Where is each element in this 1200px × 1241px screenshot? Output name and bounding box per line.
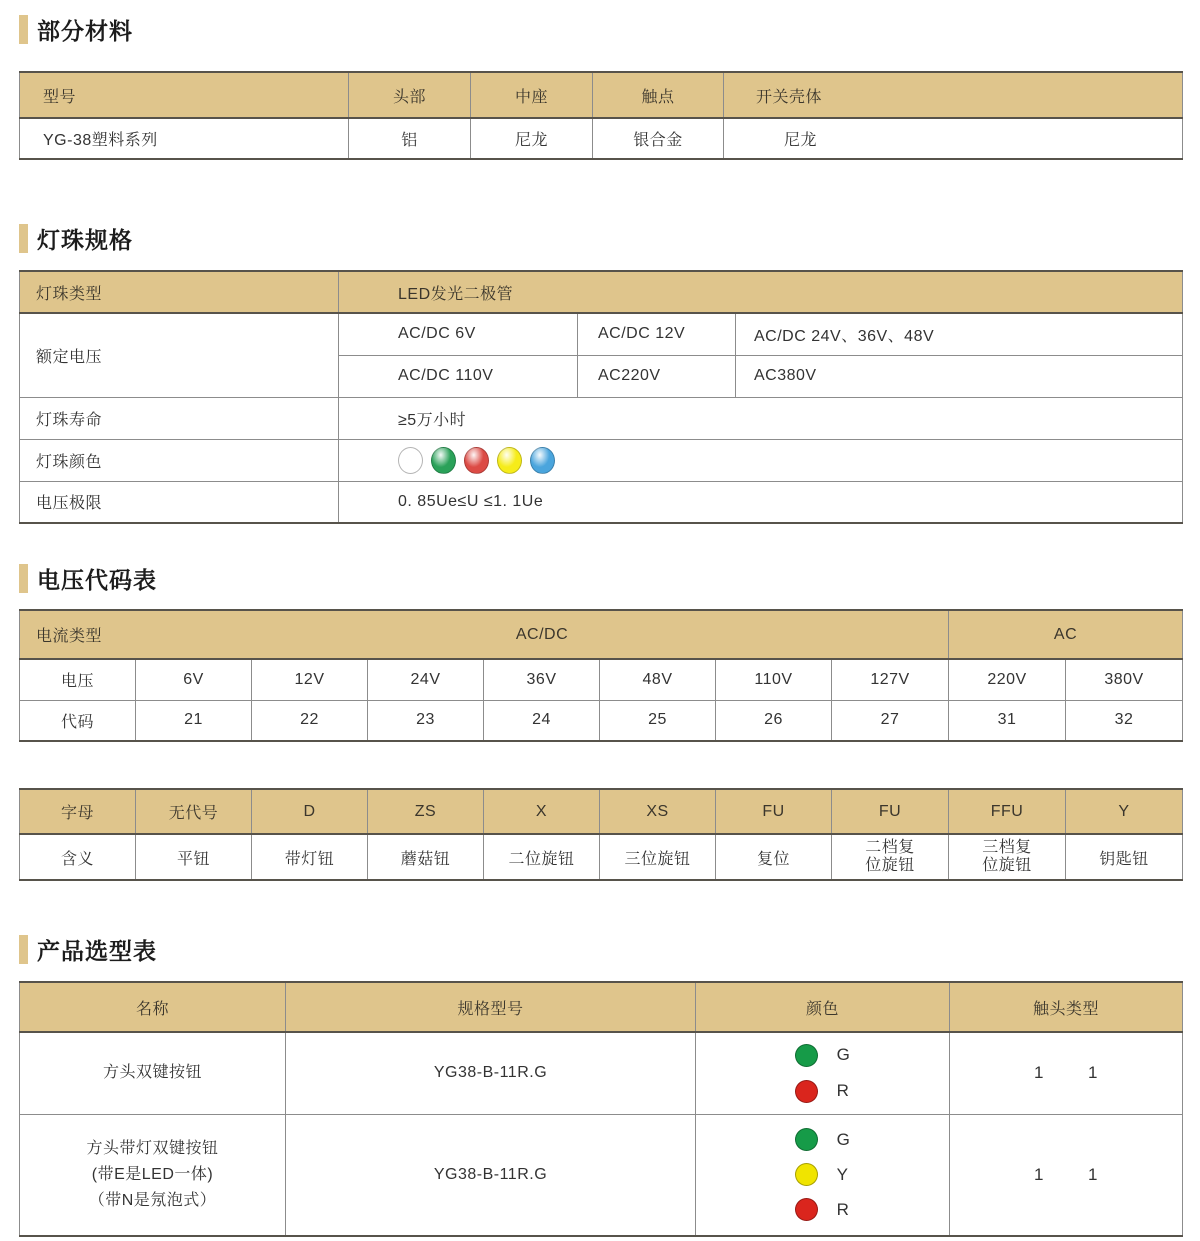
name-header: 名称 [20,982,286,1032]
led-ball-red-icon [464,447,489,474]
letter-code: FU [832,789,949,834]
housing-header: 开关壳体 [724,72,1183,118]
letter-code: D [252,789,368,834]
group-header-acdc: AC/DC [136,610,949,659]
voltage-value: 380V [1066,659,1183,700]
code-value: 22 [252,700,368,741]
title-accent-bar [19,224,28,253]
letter-code: FU [716,789,832,834]
color-dot-red-icon [795,1198,818,1221]
code-value: 21 [136,700,252,741]
color-code-label: Y [836,1164,849,1184]
color-code-label: R [836,1081,850,1101]
letter-code-table [19,788,1183,881]
product-name-line: （带N是氖泡式） [88,1191,217,1209]
voltage-value: 24V [368,659,484,700]
letter-label-header: 字母 [20,789,136,834]
led-ball-white-icon [398,447,423,474]
rated-voltage-row-1 [20,313,1183,355]
product-name [20,1114,286,1236]
product-name-line: (带E是LED一体) [91,1165,214,1183]
bead-type-header: 灯珠类型 [20,271,339,313]
letter-code: X [484,789,600,834]
bead-type-value: LED发光二极管 [339,271,1183,313]
contact-type-header: 触头类型 [950,982,1183,1032]
voltage-value: 12V [252,659,368,700]
product-row [20,1114,1183,1236]
head-part-value: 铝 [349,118,471,159]
voltage-value: 36V [484,659,600,700]
code-value: 24 [484,700,600,741]
letter-meaning-wrapped: 三档复位旋钮 [982,838,1032,874]
title-accent-bar [19,564,28,593]
housing-value: 尼龙 [724,118,1183,159]
bead-color-row [20,439,1183,481]
voltage-value: AC/DC 110V [339,355,578,397]
bead-life-row [20,397,1183,439]
letter-code: ZS [368,789,484,834]
letter-meaning: 三位旋钮 [600,834,716,880]
led-spec-table [19,270,1183,524]
meaning-label: 含义 [20,834,136,880]
color-code-label: G [836,1045,851,1065]
led-color-balls [398,447,1182,474]
product-name [20,1032,286,1114]
color-option-list [795,1128,851,1221]
voltage-limit-label: 电压极限 [20,481,339,523]
product-row [20,1032,1183,1114]
voltage-value: 127V [832,659,949,700]
color-option [795,1198,851,1221]
code-row [20,700,1183,741]
product-model: YG38-B-11R.G [286,1032,696,1114]
selection-header-row [20,982,1183,1032]
letter-meaning: 复位 [716,834,832,880]
voltage-value: AC/DC 12V [578,313,736,355]
voltage-limit-value: 0. 85Ue≤U ≤1. 1Ue [339,481,1183,523]
contact-counts [950,1165,1182,1185]
led-ball-yellow-icon [497,447,522,474]
letter-code: XS [600,789,716,834]
middle-seat-header: 中座 [471,72,593,118]
led-ball-blue-icon [530,447,555,474]
color-dot-green-icon [795,1044,818,1067]
contact-count: 1 [1088,1164,1098,1184]
color-option [795,1128,851,1151]
section-title-voltage-codes [19,563,1200,593]
product-colors [696,1114,950,1236]
letter-header-row [20,789,1183,834]
contact-counts [950,1063,1182,1083]
voltage-value: AC220V [578,355,736,397]
led-header-row [20,271,1183,313]
voltage-value: AC/DC 24V、36V、48V [736,313,1183,355]
rated-voltage-label: 额定电压 [20,313,339,397]
letter-code: 无代号 [136,789,252,834]
section-title-text: 灯珠规格 [37,226,133,253]
letter-code: FFU [949,789,1066,834]
voltage-value: AC380V [736,355,1183,397]
contact-value: 银合金 [593,118,724,159]
voltage-value: 48V [600,659,716,700]
code-value: 27 [832,700,949,741]
selection-table [19,981,1183,1237]
color-option [795,1163,851,1186]
bead-life-value: ≥5万小时 [339,397,1183,439]
code-value: 31 [949,700,1066,741]
section-title-selection [19,934,1200,964]
letter-code: Y [1066,789,1183,834]
head-part-header: 头部 [349,72,471,118]
led-ball-green-icon [431,447,456,474]
model-header: 型号 [20,72,349,118]
product-name-line: 方头双键按钮 [102,1064,202,1082]
voltage-value: 110V [716,659,832,700]
color-header: 颜色 [696,982,950,1032]
product-contacts [950,1032,1183,1114]
product-model: YG38-B-11R.G [286,1114,696,1236]
letter-meaning: 平钮 [136,834,252,880]
voltage-row [20,659,1183,700]
voltage-value: 6V [136,659,252,700]
letter-meaning [832,834,949,880]
voltage-limit-row [20,481,1183,523]
section-title-led [19,223,1200,253]
materials-header-row [20,72,1183,118]
letter-meaning: 蘑菇钮 [368,834,484,880]
section-title-text: 电压代码表 [37,566,157,593]
contact-count: 1 [1088,1063,1098,1083]
bead-color-value [339,439,1183,481]
code-value: 32 [1066,700,1183,741]
color-option-list [795,1044,851,1103]
title-accent-bar [19,15,28,44]
voltage-row-label: 电压 [20,659,136,700]
product-contacts [950,1114,1183,1236]
letter-meaning: 二位旋钮 [484,834,600,880]
letter-meaning [949,834,1066,880]
letter-meaning: 钥匙钮 [1066,834,1183,880]
letter-meaning-wrapped: 二档复位旋钮 [865,838,915,874]
voltage-value: AC/DC 6V [339,313,578,355]
color-option [795,1080,851,1103]
voltage-code-table [19,609,1183,742]
color-dot-yellow-icon [795,1163,818,1186]
bead-color-label: 灯珠颜色 [20,439,339,481]
voltage-value: 220V [949,659,1066,700]
section-title-text: 部分材料 [37,17,133,44]
spec-model-header: 规格型号 [286,982,696,1032]
color-code-label: R [836,1199,850,1219]
materials-data-row [20,118,1183,159]
voltage-code-header-row [20,610,1183,659]
contact-count: 1 [1034,1063,1044,1083]
group-header-ac: AC [949,610,1183,659]
code-value: 25 [600,700,716,741]
color-code-label: G [836,1129,851,1149]
middle-seat-value: 尼龙 [471,118,593,159]
current-type-header: 电流类型 [20,610,136,659]
product-name-line: 方头带灯双键按钮 [86,1139,219,1157]
title-accent-bar [19,935,28,964]
materials-table [19,71,1183,160]
color-dot-red-icon [795,1080,818,1103]
section-title-text: 产品选型表 [37,937,157,964]
color-option [795,1044,851,1067]
code-row-label: 代码 [20,700,136,741]
contact-header: 触点 [593,72,724,118]
code-value: 23 [368,700,484,741]
section-title-materials [19,14,1200,44]
meaning-row [20,834,1183,880]
code-value: 26 [716,700,832,741]
product-colors [696,1032,950,1114]
letter-meaning: 带灯钮 [252,834,368,880]
contact-count: 1 [1034,1164,1044,1184]
model-value: YG-38塑料系列 [20,118,349,159]
color-dot-green-icon [795,1128,818,1151]
bead-life-label: 灯珠寿命 [20,397,339,439]
product-name-lines [20,1136,285,1214]
